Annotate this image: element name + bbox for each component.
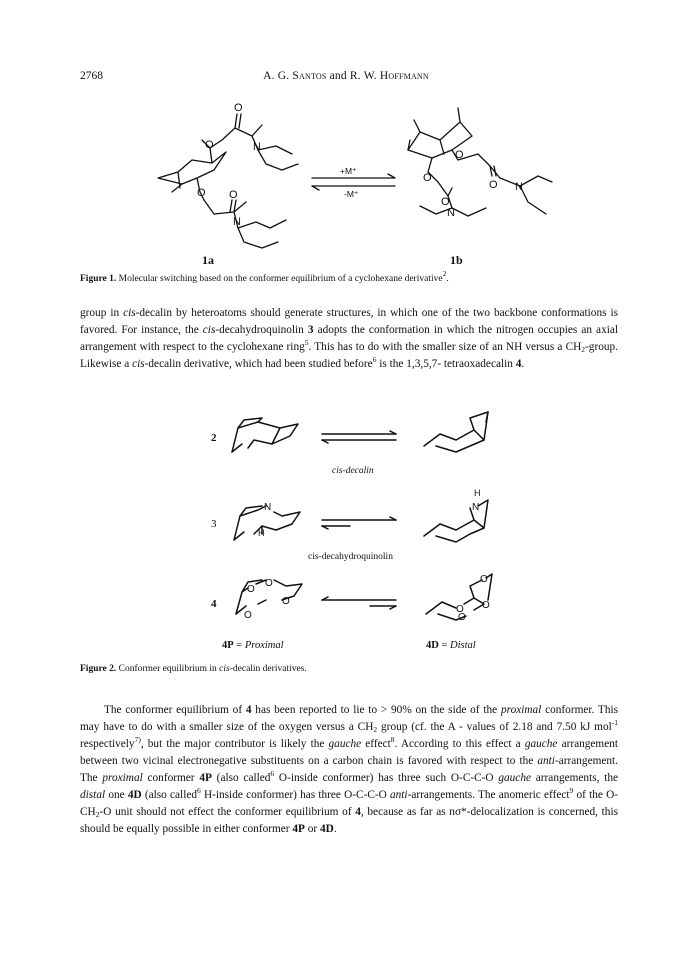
fig1-atom-O: O: [197, 187, 206, 199]
fig1-arrow-reverse-label: -M⁺: [344, 189, 359, 199]
fig1-atom-N: N: [447, 207, 455, 219]
page-number: 2768: [80, 70, 103, 82]
fig2-atom-O: O: [282, 596, 290, 607]
fig2-atom-O: O: [480, 574, 488, 585]
fig2-atom-O: O: [456, 604, 464, 615]
compound-number-2: 2: [211, 432, 217, 444]
figure1-caption: Figure 1. Molecular switching based on the conformer equilibrium of a cyclohexane derivative$^2$.: [80, 269, 449, 284]
fig2-atom-O: O: [247, 584, 255, 595]
label-4P-proximal: 4P = Proximal: [222, 640, 284, 651]
fig1-atom-O: O: [423, 172, 432, 184]
structure-2-left: [232, 418, 298, 452]
label-cis-decalin: cis-decalin: [332, 466, 374, 476]
label-4D-distal: 4D = Distal: [426, 640, 476, 651]
fig2-atom-H: H: [258, 528, 265, 538]
fig1-atom-N: N: [253, 141, 261, 153]
fig1-atom-O: O: [234, 102, 243, 114]
compound-label-1a: 1a: [202, 253, 214, 267]
fig1-atom-N: N: [233, 216, 241, 228]
body-paragraph-2: The conformer equilibrium of 4 has been reported to lie to > 90% on the side of the proximal conformer. This may have to do with a smaller size of the oxygen versus a $CH_2$ group (cf. the A - values of 2.18 and 7.50 kJ mol$^{-1}$ respectively$^{7)}$, but the major contributor is likely the gauche effect$^8$. According to this effect a gauche arrangement between two vicinal electronegative substituents on a carbon chain is favored with respect to the anti-arrangement. The proximal conformer 4P (also called$^6$ O-inside conformer) has three such O-C-C-O gauche arrangements, the distal one 4D (also called$^6$ H-inside conformer) has three O-C-C-O anti-arrangements. The anomeric effect$^9$ of the $O-CH_2-O$ unit should not effect the conformer equilibrium of 4, because as far as nσ*-delocalization is concerned, this should be equally possible in either conformer 4P or 4D.: [80, 704, 619, 835]
running-header-authors: A. G. Santos and R. W. Hoffmann: [263, 70, 429, 82]
fig2-atom-O: O: [265, 578, 273, 589]
figure2-caption: Figure 2. Conformer equilibrium in cis-decalin derivatives.: [80, 664, 307, 674]
equilibrium-arrow-2: [322, 431, 396, 443]
fig1-atom-O: O: [205, 139, 214, 151]
fig1-atom-N: N: [515, 181, 523, 193]
body-paragraph-1: group in cis-decalin by heteroatoms should generate structures, in which one of the two backbone conformations is favored. For instance, the cis-decahydroquinolin 3 adopts the conformation in which the nitrogen occupies an axial arrangement with respect to the cyclohexane ring$^5$. This has to do with the smaller size of an NH versus a $CH_2$-group. Likewise a cis-decalin derivative, which had been studied before$^6$ is the 1,3,5,7- tetraoxadecalin 4.: [80, 307, 619, 370]
fig1-atom-O: O: [441, 196, 450, 208]
fig2-atom-O: O: [482, 600, 490, 611]
fig1-atom-O: O: [455, 149, 464, 161]
compound-number-3: 3: [211, 518, 217, 530]
fig2-atom-O: O: [244, 610, 252, 621]
structure-2-right: [424, 412, 488, 452]
equilibrium-arrow-3: [322, 517, 396, 529]
fig1-atom-O: O: [229, 189, 238, 201]
fig1-atom-O: O: [489, 179, 498, 191]
fig2-atom-N: N: [472, 502, 480, 513]
fig2-atom-N: N: [264, 502, 272, 513]
compound-number-4: 4: [211, 598, 217, 610]
fig2-atom-O: O: [458, 612, 466, 623]
equilibrium-arrow-4: [322, 597, 396, 609]
fig2-atom-H: H: [474, 488, 481, 498]
compound-label-1b: 1b: [450, 253, 463, 267]
fig1-arrow-forward-label: +M⁺: [340, 166, 357, 176]
label-cis-decahydroquinolin: cis-decahydroquinolin: [308, 552, 393, 562]
